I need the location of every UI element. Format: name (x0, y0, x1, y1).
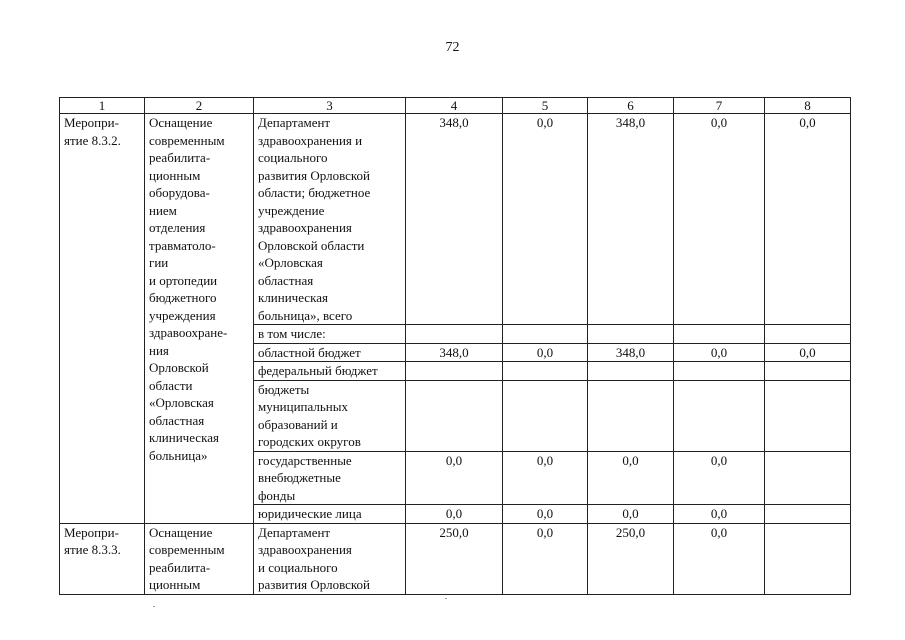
header-cell: 8 (765, 98, 851, 114)
funding-source: юридические лица (254, 505, 406, 524)
value-cell: 0,0 (588, 505, 674, 524)
value-cell: 0,0 (674, 523, 765, 594)
value-cell: 0,0 (503, 451, 588, 505)
table-row (60, 523, 851, 594)
value-cell (765, 505, 851, 524)
value-cell: 0,0 (674, 114, 765, 325)
scan-speck (153, 606, 155, 607)
header-cell: 2 (145, 98, 254, 114)
value-cell: 0,0 (765, 114, 851, 325)
measure-name: Оснащение современным реабилита- ционным (145, 523, 254, 594)
value-cell: 348,0 (406, 114, 503, 325)
value-cell: 0,0 (503, 114, 588, 325)
value-cell: 250,0 (588, 523, 674, 594)
value-cell (765, 362, 851, 381)
funding-source: бюджеты муниципальных образований и городских округов (254, 380, 406, 451)
value-cell: 0,0 (588, 451, 674, 505)
value-cell: 348,0 (406, 343, 503, 362)
value-cell (588, 362, 674, 381)
value-cell (588, 325, 674, 344)
value-cell (406, 380, 503, 451)
value-cell: 0,0 (406, 451, 503, 505)
header-cell: 5 (503, 98, 588, 114)
page-number: 72 (445, 40, 460, 55)
header-cell: 1 (60, 98, 145, 114)
value-cell: 0,0 (503, 343, 588, 362)
value-cell (765, 380, 851, 451)
funding-source: государственные внебюджетные фонды (254, 451, 406, 505)
value-cell (674, 362, 765, 381)
value-cell (674, 325, 765, 344)
funding-source: Департамент здравоохранения и социального развития Орловской (254, 523, 406, 594)
header-cell: 7 (674, 98, 765, 114)
value-cell: 0,0 (503, 523, 588, 594)
funding-source: федеральный бюджет (254, 362, 406, 381)
value-cell: 348,0 (588, 343, 674, 362)
value-cell: 0,0 (406, 505, 503, 524)
measure-code: Меропри- ятие 8.3.3. (60, 523, 145, 594)
header-cell: 4 (406, 98, 503, 114)
value-cell: 0,0 (674, 505, 765, 524)
table-row (60, 114, 851, 325)
value-cell: 0,0 (765, 343, 851, 362)
value-cell (674, 380, 765, 451)
value-cell (765, 451, 851, 505)
measure-name: Оснащение современным реабилита- ционным оборудова- нием отделения травматоло- гии и ортопедии бюджетного учреждения здравоохране- ния Орловской области «Орловская областная клиническая больница» (145, 114, 254, 524)
value-cell (765, 325, 851, 344)
value-cell: 0,0 (674, 343, 765, 362)
value-cell: 0,0 (674, 451, 765, 505)
value-cell: 0,0 (503, 505, 588, 524)
scan-speck (445, 598, 447, 599)
value-cell (503, 380, 588, 451)
value-cell (503, 362, 588, 381)
value-cell (765, 523, 851, 594)
value-cell: 348,0 (588, 114, 674, 325)
value-cell (588, 380, 674, 451)
header-cell: 6 (588, 98, 674, 114)
header-row (60, 98, 851, 114)
measure-code: Меропри- ятие 8.3.2. (60, 114, 145, 524)
value-cell (406, 362, 503, 381)
value-cell (406, 325, 503, 344)
value-cell: 250,0 (406, 523, 503, 594)
value-cell (503, 325, 588, 344)
header-cell: 3 (254, 98, 406, 114)
funding-source: в том числе: (254, 325, 406, 344)
budget-table (59, 97, 851, 595)
funding-source: Департамент здравоохранения и социального развития Орловской области; бюджетное учреждение здравоохранения Орловской области «Орловская областная клиническая больница», всего (254, 114, 406, 325)
funding-source: областной бюджет (254, 343, 406, 362)
